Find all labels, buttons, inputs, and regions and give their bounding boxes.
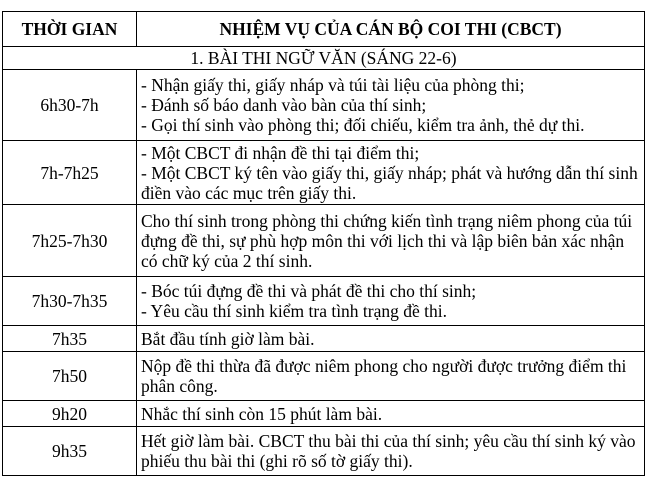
task-line: - Một CBCT ký tên vào giấy thi, giấy nháp; phát và hướng dẫn thí sinh điền vào các mục trên giấy thi. — [141, 162, 638, 203]
task-line: - Đánh số báo danh vào bàn của thí sinh; — [141, 95, 427, 115]
task-line: Nộp đề thi thừa đã được niêm phong cho người được trưởng điểm thi phân công. — [141, 356, 627, 396]
row-task — [137, 141, 645, 205]
section-title: 1. BÀI THI NGỮ VĂN (SÁNG 22-6) — [3, 47, 645, 70]
task-line: - Yêu cầu thí sinh kiểm tra tình trạng đề thi. — [141, 301, 448, 321]
header-time: THỜI GIAN — [3, 12, 137, 47]
row-task — [137, 205, 645, 277]
row-task — [137, 70, 645, 141]
table-row — [3, 277, 645, 326]
table-row — [3, 205, 645, 277]
row-time: 7h25-7h30 — [3, 205, 137, 277]
table-row — [3, 427, 645, 476]
row-task — [137, 352, 645, 401]
task-line: - Nhận giấy thi, giấy nháp và túi tài liệu của phòng thi; — [141, 75, 525, 95]
task-line: Bắt đầu tính giờ làm bài. — [141, 328, 315, 349]
task-line: - Gọi thí sinh vào phòng thi; đối chiếu, kiểm tra ảnh, thẻ dự thi. — [141, 115, 585, 135]
row-task — [137, 427, 645, 476]
table-row — [3, 326, 645, 352]
task-line: Nhắc thí sinh còn 15 phút làm bài. — [141, 403, 383, 424]
row-task — [137, 277, 645, 326]
table-row — [3, 70, 645, 141]
row-time: 9h20 — [3, 401, 137, 427]
row-time: 7h-7h25 — [3, 141, 137, 205]
section-row — [3, 47, 645, 70]
row-time: 6h30-7h — [3, 70, 137, 141]
row-time: 7h50 — [3, 352, 137, 401]
schedule-table — [2, 11, 645, 476]
table-row — [3, 401, 645, 427]
task-line: Cho thí sinh trong phòng thi chứng kiến tình trạng niêm phong của túi đựng đề thi, sự phù hợp môn thi với lịch thi và lập biên bản xác nhận có chữ ký của 2 thí sinh. — [141, 210, 633, 271]
row-time: 7h35 — [3, 326, 137, 352]
row-time: 9h35 — [3, 427, 137, 476]
row-task — [137, 326, 645, 352]
row-task — [137, 401, 645, 427]
row-time: 7h30-7h35 — [3, 277, 137, 326]
task-line: - Một CBCT đi nhận đề thi tại điểm thi; — [141, 142, 420, 163]
table-row — [3, 352, 645, 401]
task-line: Hết giờ làm bài. CBCT thu bài thi của thí sinh; yêu cầu thí sinh ký vào phiếu thu bài thi (ghi rõ số tờ giấy thi). — [141, 431, 636, 471]
table-row — [3, 141, 645, 205]
header-row — [3, 12, 645, 47]
header-task: NHIỆM VỤ CỦA CÁN BỘ COI THI (CBCT) — [137, 12, 645, 47]
task-line: - Bóc túi đựng đề thi và phát đề thi cho thí sinh; — [141, 281, 477, 301]
